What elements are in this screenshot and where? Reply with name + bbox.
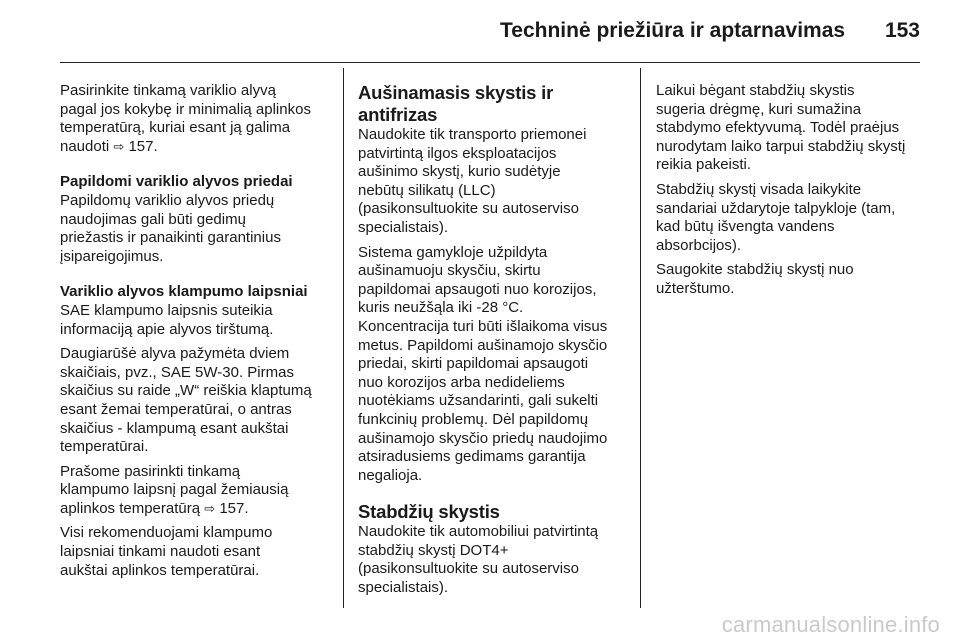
text-line: absorbcijos). [656,236,742,254]
heading-brake-fluid: Stabdžių skystis [358,501,500,523]
text-line: (pasikonsultuokite su autoserviso [358,200,579,218]
text-line: skaičius - klampumą esant aukštai [60,419,289,437]
text-line: metus. Papildomi aušinamojo skysčio [358,336,608,354]
text-line: funkcinių problemų. Dėl papildomų [358,410,589,428]
paragraph-brake-protect [656,261,928,298]
column-3 [656,82,928,299]
heading-viscosity: Variklio alyvos klampumo laipsniai [60,283,308,301]
text-line: kad būtų išvengta vandens [656,218,835,236]
text-line: stabdžių skystį DOT4+ [358,541,509,559]
text-line: patvirtintą ilgos eksploatacijos [358,144,557,162]
text-line: Visi rekomenduojami klampumo [60,524,273,542]
text-line: Koncentracija turi būti išlaikoma visus [358,317,608,335]
text-line: Saugokite stabdžių skystį nuo [656,261,854,279]
text-line: (pasikonsultuokite su autoserviso [358,560,579,578]
text-line: užterštumo. [656,279,735,297]
text-line: skaičius su raide „W“ reiškia klaptumą [60,382,312,400]
text-line: atsiradusiems gedimams garantija [358,448,586,466]
heading-oil-additives: Papildomi variklio alyvos priedai [60,173,293,191]
text-line: klampumo laipsnį pagal žemiausią [60,481,289,499]
page-reference-link[interactable]: 157. [128,137,158,155]
column-1 [60,82,332,580]
text-line: pagal jos kokybę ir minimalią aplinkos [60,100,311,118]
page-ref-arrow-icon: ⇨ [204,500,216,516]
text-line: aušinamojo skysčio priedų naudojimo [358,429,608,447]
text-line: naudoti [60,137,110,155]
page-reference-link[interactable]: 157. [219,499,249,517]
header-rule [60,62,920,63]
text-line: Papildomų variklio alyvos priedų [60,191,275,209]
heading-coolant: Aušinamasis skystis ir antifrizas [358,82,554,125]
text-line: Sistema gamykloje užpildyta [358,243,548,261]
text-line: Stabdžių skystį visada laikykite [656,180,862,198]
text-line: specialistais). [358,218,449,236]
text-line: sandariai uždarytoje talpykloje (tam, [656,199,896,217]
text-line: nurodytam laiko tarpui stabdžių skystį [656,137,906,155]
text-line: priežastis ir panaikinti garantinius [60,229,281,247]
text-line: sugeria drėgmę, kuri sumažina [656,100,862,118]
text-line: negalioja. [358,466,423,484]
paragraph-brake-fluid [358,523,630,597]
page-number: 153 [884,19,920,42]
paragraph-multigrade [60,345,332,457]
text-line: Pasirinkite tinkamą variklio alyvą [60,82,276,99]
page-ref-arrow-icon: ⇨ [113,138,125,154]
paragraph-choose-viscosity [60,463,332,519]
text-line: Naudokite tik transporto priemonei [358,126,587,143]
text-line: priedai, skirti papildomai apsaugoti [358,355,589,373]
text-line: kuris neužšąla iki -28 °C. [358,299,524,317]
text-line: esant žemai temperatūrai, o antras [60,400,292,418]
text-line: aplinkos temperatūrą [60,499,201,517]
text-line: įsipareigojimus. [60,247,164,265]
text-line: nebūtų silikatų (LLC) [358,181,496,199]
text-line: temperatūrą, kuriai esant ją galima [60,119,291,137]
text-line: nuo korozijos arba nedideliems [358,373,565,391]
text-line: aušinamuoju skysčiu, skirtu [358,262,541,280]
text-line: naudojimas gali būti gedimų [60,210,246,228]
text-line: Laikui bėgant stabdžių skystis [656,82,855,99]
text-line: Daugiarūšė alyva pažymėta dviem [60,345,290,363]
paragraph-brake-moisture [656,82,928,175]
paragraph-viscosity [60,302,332,339]
paragraph-factory-fill [358,244,630,486]
text-line: specialistais). [358,579,449,597]
paragraph-all-grades [60,524,332,580]
text-line: aukštai aplinkos temperatūrai. [60,561,260,579]
text-line: aušinimo skystį, kurio sudėtyje [358,163,561,181]
page-title: Techninė priežiūra ir aptarnavimas [500,19,846,42]
text-line: temperatūrai. [60,438,149,456]
text-line: Naudokite tik automobiliui patvirtintą [358,523,599,541]
watermark: carmanualsonline.info [721,612,940,637]
column-divider-left [343,68,344,608]
column-divider-right [640,68,641,608]
text-line: papildomai apsaugoti nuo korozijos, [358,280,597,298]
paragraph-coolant [358,126,630,238]
text-line: skaičiais, pvz., SAE 5W-30. Pirmas [60,363,294,381]
text-line: laipsniai tinkami naudoti esant [60,543,261,561]
text-line: Prašome pasirinkti tinkamą [60,462,241,480]
paragraph-oil-selection [60,82,332,156]
text-line: reikia pakeisti. [656,156,752,174]
column-2 [358,82,630,598]
text-line: nuotėkiams užsandarinti, gali sukelti [358,392,599,410]
text-line: informaciją apie alyvos tirštumą. [60,320,274,338]
text-line: stabdymo efektyvumą. Todėl praėjus [656,119,900,137]
text-line: SAE klampumo laipsnis suteikia [60,301,273,319]
paragraph-brake-storage [656,181,928,255]
paragraph-oil-additives [60,192,332,266]
